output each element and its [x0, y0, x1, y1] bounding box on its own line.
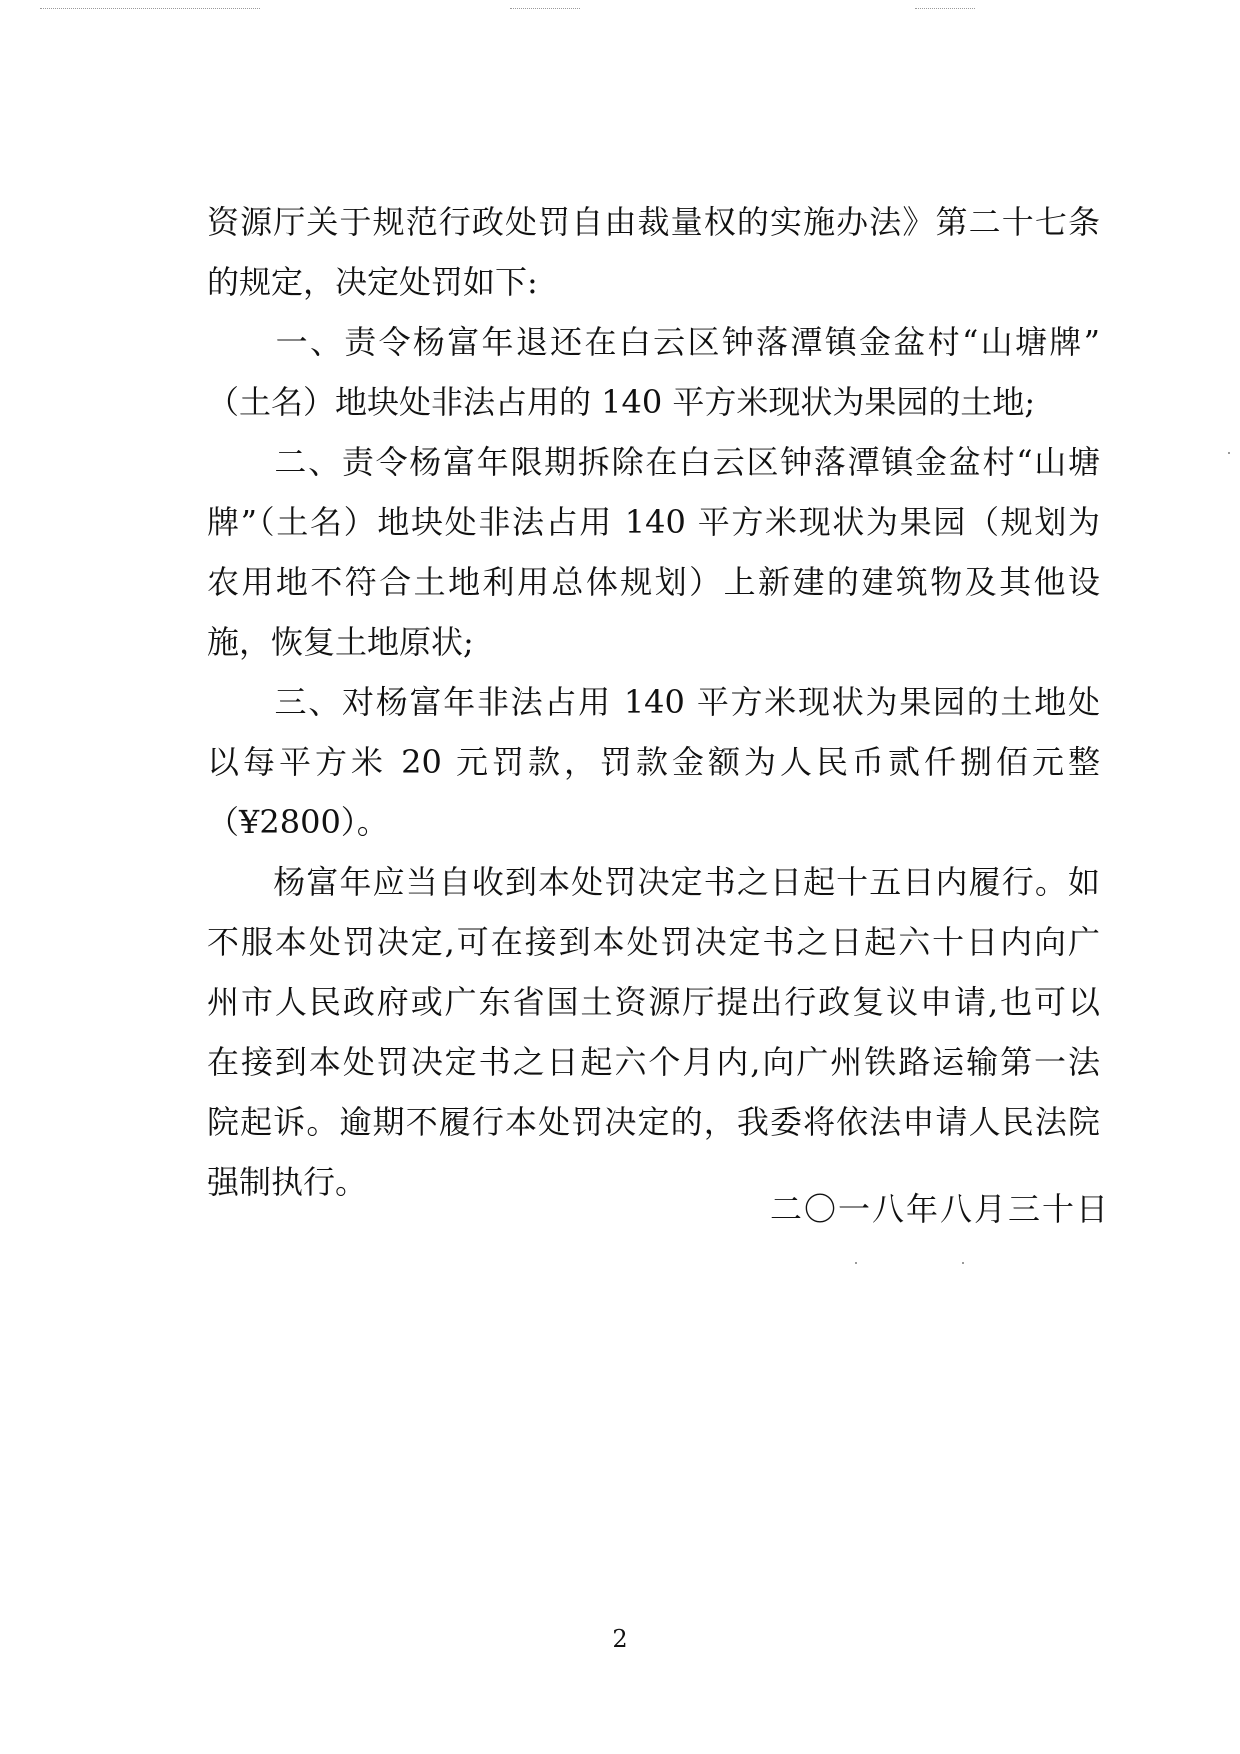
text-line: 三、对杨富年非法占用 140 平方米现状为果园的土地处 [207, 683, 1100, 721]
decision-body-text [207, 192, 1100, 1212]
text-line: （土名）地块处非法占用的 140 平方米现状为果园的土地; [207, 383, 1036, 421]
text-line: 的规定，决定处罚如下: [207, 263, 538, 301]
text-line: 资源厅关于规范行政处罚自由裁量权的实施办法》第二十七条 [207, 203, 1100, 241]
text-line: （¥2800）。 [207, 803, 389, 841]
text-line: 强制执行。 [207, 1163, 368, 1201]
text-line: 二、责令杨富年限期拆除在白云区钟落潭镇金盆村“山塘 [207, 443, 1100, 481]
text-line: 院起诉。逾期不履行本处罚决定的，我委将依法申请人民法院 [207, 1103, 1100, 1141]
text-line: 在接到本处罚决定书之日起六个月内,向广州铁路运输第一法 [207, 1043, 1100, 1081]
text-line: 不服本处罚决定,可在接到本处罚决定书之日起六十日内向广 [207, 923, 1100, 961]
text-line: 施，恢复土地原状; [207, 623, 474, 661]
text-line: 以每平方米 20 元罚款，罚款金额为人民币贰仟捌佰元整 [207, 743, 1100, 781]
text-line: 州市人民政府或广东省国土资源厅提出行政复议申请,也可以 [207, 983, 1100, 1021]
scan-speck-right [1228, 452, 1230, 454]
scan-speck-date-a [855, 1262, 857, 1264]
text-line: 杨富年应当自收到本处罚决定书之日起十五日内履行。如 [207, 863, 1100, 901]
scan-artifact-top-left [40, 8, 260, 13]
text-line: 牌”（土名）地块处非法占用 140 平方米现状为果园（规划为 [207, 503, 1100, 541]
page-number: 2 [612, 1625, 628, 1653]
text-line: 一、责令杨富年退还在白云区钟落潭镇金盆村“山塘牌” [207, 323, 1100, 361]
scan-artifact-top-right [915, 8, 975, 13]
scan-artifact-top-middle [510, 8, 580, 13]
scan-speck-date-b [962, 1262, 964, 1264]
decision-date: 二〇一八年八月三十日 [770, 1190, 1111, 1228]
text-line: 农用地不符合土地利用总体规划）上新建的建筑物及其他设 [207, 563, 1100, 601]
